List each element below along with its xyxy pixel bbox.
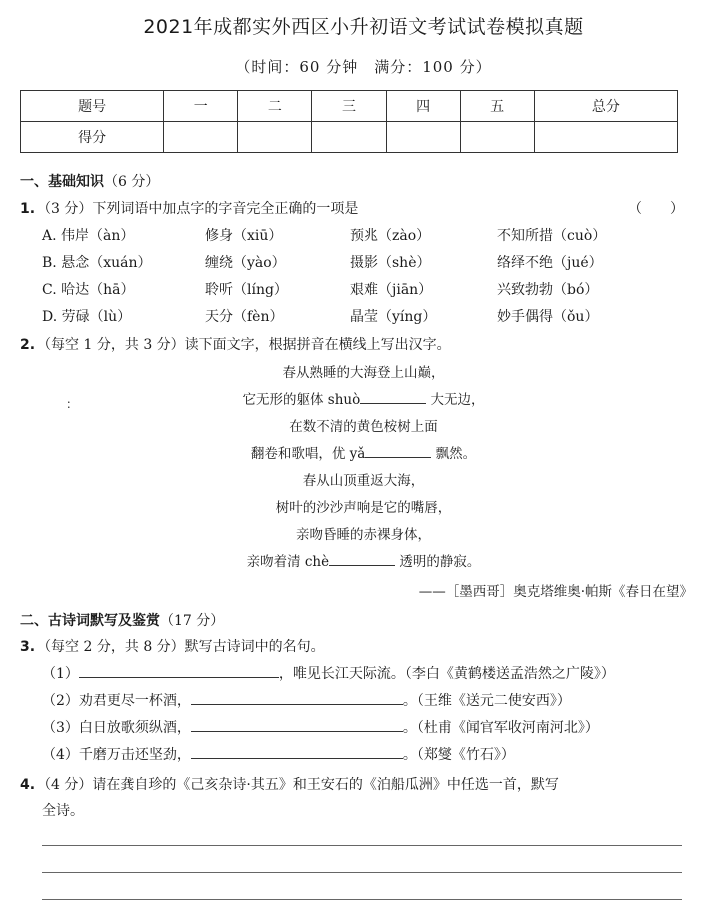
option-item: C. 哈达（hā）: [42, 282, 135, 298]
score-entry-cell[interactable]: [164, 122, 238, 153]
section-points: （17 分）: [160, 613, 225, 629]
score-entry-cell[interactable]: [312, 122, 386, 153]
item-text: 。（王维《送元二使安西》）: [402, 693, 571, 709]
option-item: 修身（xiū）: [205, 228, 283, 244]
question-number: 1.: [20, 201, 36, 217]
section-heading: [20, 171, 159, 191]
poem-source: ——［墨西哥］奥克塔维奥·帕斯《春日在望》: [418, 584, 693, 600]
score-table-cell: 二: [238, 91, 312, 122]
score-table-cell: 得分: [21, 122, 164, 153]
poem-line: [0, 523, 727, 543]
option-item: 不知所措（cuò）: [497, 228, 607, 244]
score-table-header-row: [21, 91, 678, 122]
option-item: A. 伟岸（àn）: [42, 228, 135, 244]
item-text: 千磨万击还坚劲，: [78, 747, 191, 763]
question-number: 3.: [20, 639, 36, 655]
poem-text: 飘然。: [435, 446, 477, 462]
option-item: B. 悬念（xuán）: [42, 255, 152, 271]
question-text: （3 分）下列词语中加点字的字音完全正确的一项是: [37, 201, 359, 217]
score-entry-cell[interactable]: [238, 122, 312, 153]
fill-blank[interactable]: [79, 664, 279, 678]
question-2: [20, 334, 451, 354]
score-table-cell: 一: [164, 91, 238, 122]
option-item: 晶莹（yíng）: [350, 309, 437, 325]
stray-mark: ：: [66, 397, 79, 411]
section-title: 一、基础知识: [20, 174, 104, 190]
poem-line: [0, 550, 727, 570]
fill-blank[interactable]: [365, 444, 431, 458]
answer-line[interactable]: [42, 845, 682, 846]
section-points: （6 分）: [104, 174, 160, 190]
page-title: 2021年成都实外西区小升初语文考试试卷模拟真题: [143, 16, 584, 38]
poem-line: [0, 388, 727, 408]
question-text: （每空 1 分，共 3 分）读下面文字，根据拼音在横线上写出汉字。: [37, 337, 451, 353]
question-4: [20, 774, 559, 794]
fill-blank[interactable]: [360, 390, 426, 404]
question-1: [20, 198, 358, 218]
poem-text: 翻卷和歌唱，优 yǎ: [250, 446, 366, 462]
item-text: 劝君更尽一杯酒，: [78, 693, 191, 709]
question-number: 2.: [20, 337, 36, 353]
item-text: ，唯见长江天际流。（李白《黄鹤楼送孟浩然之广陵》）: [278, 666, 615, 682]
option-item: 兴致勃勃（bó）: [497, 282, 599, 298]
option-item: 艰难（jiān）: [350, 282, 433, 298]
score-entry-cell[interactable]: [460, 122, 534, 153]
score-table-cell: 总分: [534, 91, 677, 122]
question-text-continued: 全诗。: [42, 803, 84, 819]
poem-text: 春从山顶重返大海，: [302, 473, 425, 489]
answer-parentheses[interactable]: （ ）: [628, 201, 684, 217]
item-label: （2）: [42, 693, 79, 709]
score-entry-cell[interactable]: [534, 122, 677, 153]
option-item: 聆听（líng）: [205, 282, 288, 298]
poem-text: 亲吻着清 chè: [246, 554, 330, 570]
fill-blank[interactable]: [191, 691, 403, 705]
question-number: 4.: [20, 777, 36, 793]
poem-text: 大无边，: [430, 392, 485, 408]
recitation-item: [42, 663, 615, 683]
poem-text: 亲吻昏睡的赤裸身体，: [296, 527, 431, 543]
score-table-cell: 四: [386, 91, 460, 122]
poem-line: [0, 415, 727, 435]
item-text: 。（杜甫《闻官军收河南河北》）: [402, 720, 599, 736]
score-table-score-row: [21, 122, 678, 153]
option-item: 妙手偶得（ǒu）: [497, 309, 599, 325]
recitation-item: [42, 717, 599, 737]
option-item: 预兆（zào）: [350, 228, 431, 244]
option-item: 天分（fèn）: [205, 309, 284, 325]
item-label: （3）: [42, 720, 79, 736]
option-item: 摄影（shè）: [350, 255, 431, 271]
option-item: D. 劳碌（lù）: [42, 309, 132, 325]
poem-text: 透明的静寂。: [399, 554, 481, 570]
score-table-cell: 三: [312, 91, 386, 122]
score-entry-cell[interactable]: [386, 122, 460, 153]
item-label: （1）: [42, 666, 79, 682]
score-table: [20, 90, 678, 153]
item-label: （4）: [42, 747, 79, 763]
section-title: 二、古诗词默写及鉴赏: [20, 613, 160, 629]
score-table-cell: 题号: [21, 91, 164, 122]
poem-line: [0, 442, 727, 462]
poem-text: 它无形的躯体 shuò: [242, 392, 361, 408]
option-item: 络绎不绝（jué）: [497, 255, 603, 271]
question-text: （每空 2 分，共 8 分）默写古诗词中的名句。: [37, 639, 325, 655]
poem-line: [0, 469, 727, 489]
section-heading: [20, 610, 224, 630]
poem-text: 树叶的沙沙声响是它的嘴唇，: [275, 500, 452, 516]
poem-text: 春从熟睡的大海登上山巅，: [282, 365, 445, 381]
question-3: [20, 636, 325, 656]
fill-blank[interactable]: [329, 552, 395, 566]
option-item: 缠绕（yào）: [205, 255, 286, 271]
poem-line: [0, 496, 727, 516]
question-text: （4 分）请在龚自珍的《己亥杂诗·其五》和王安石的《泊船瓜洲》中任选一首，默写: [37, 777, 559, 793]
poem-text: 在数不清的黄色桉树上面: [289, 419, 438, 435]
answer-line[interactable]: [42, 872, 682, 873]
recitation-item: [42, 690, 571, 710]
answer-line[interactable]: [42, 899, 682, 900]
fill-blank[interactable]: [191, 718, 403, 732]
item-text: 。（郑燮《竹石》）: [402, 747, 515, 763]
item-text: 白日放歌须纵酒，: [78, 720, 191, 736]
fill-blank[interactable]: [191, 745, 403, 759]
score-table-cell: 五: [460, 91, 534, 122]
poem-line: [0, 361, 727, 381]
exam-info: （时间：60 分钟 满分：100 分）: [235, 58, 492, 76]
recitation-item: [42, 744, 515, 764]
